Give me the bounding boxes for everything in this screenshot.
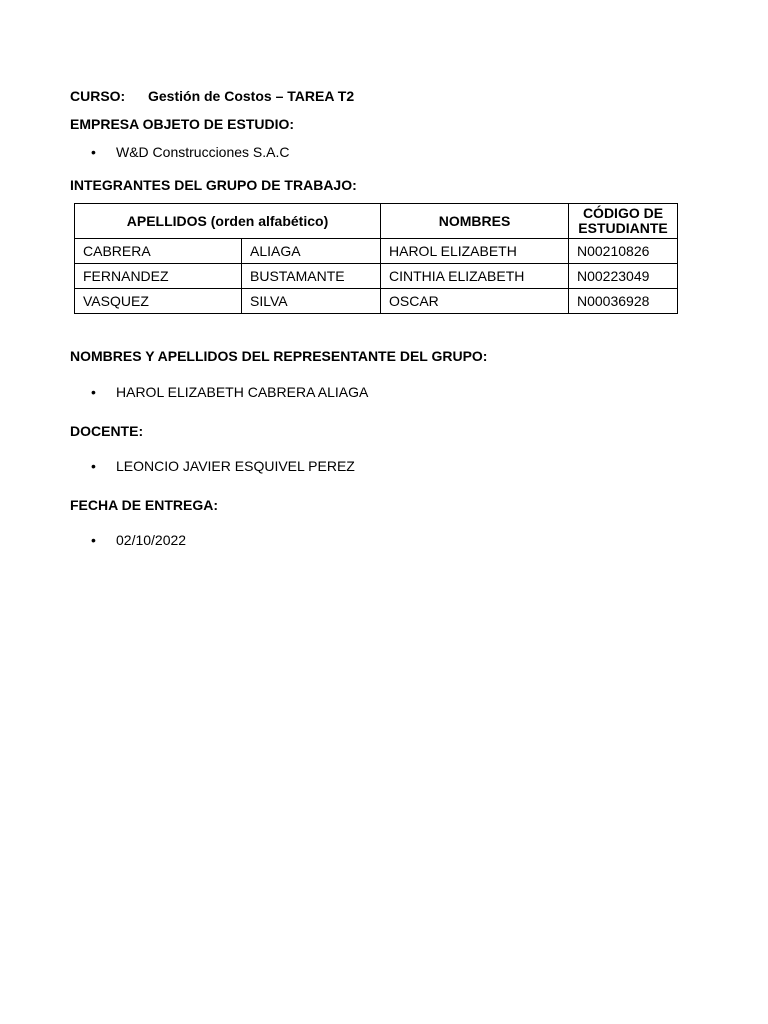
- representante-heading: NOMBRES Y APELLIDOS DEL REPRESENTANTE DEL GRUPO:: [70, 348, 488, 364]
- members-table: [74, 203, 678, 314]
- bullet-marker: •: [91, 144, 96, 160]
- fecha-heading: FECHA DE ENTREGA:: [70, 497, 219, 513]
- cell-paterno: FERNANDEZ: [75, 264, 242, 289]
- header-nombres: NOMBRES: [381, 204, 569, 239]
- cell-materno: SILVA: [242, 289, 381, 314]
- header-apellidos: APELLIDOS (orden alfabético): [75, 204, 381, 239]
- cell-materno: ALIAGA: [242, 239, 381, 264]
- table-row: [75, 239, 678, 264]
- docente-heading: DOCENTE:: [70, 423, 144, 439]
- bullet-marker: •: [91, 532, 96, 548]
- header-codigo: [569, 204, 678, 239]
- empresa-name: W&D Construcciones S.A.C: [116, 144, 290, 160]
- bullet-marker: •: [91, 384, 96, 400]
- cell-codigo: N00210826: [569, 239, 678, 264]
- cell-nombres: CINTHIA ELIZABETH: [381, 264, 569, 289]
- bullet-marker: •: [91, 458, 96, 474]
- cell-codigo: N00036928: [569, 289, 678, 314]
- cell-nombres: HAROL ELIZABETH: [381, 239, 569, 264]
- cell-paterno: VASQUEZ: [75, 289, 242, 314]
- course-line: [70, 88, 354, 104]
- course-value: Gestión de Costos – TAREA T2: [148, 88, 355, 104]
- docente-name: LEONCIO JAVIER ESQUIVEL PEREZ: [116, 458, 355, 474]
- cell-materno: BUSTAMANTE: [242, 264, 381, 289]
- table-row: [75, 264, 678, 289]
- course-label: CURSO:: [70, 88, 126, 104]
- header-codigo-line1: CÓDIGO DE: [582, 205, 664, 221]
- integrantes-heading: INTEGRANTES DEL GRUPO DE TRABAJO:: [70, 177, 357, 193]
- cell-nombres: OSCAR: [381, 289, 569, 314]
- cell-codigo: N00223049: [569, 264, 678, 289]
- empresa-heading: EMPRESA OBJETO DE ESTUDIO:: [70, 116, 295, 132]
- table-header-row: [75, 204, 678, 239]
- representante-name: HAROL ELIZABETH CABRERA ALIAGA: [116, 384, 369, 400]
- header-codigo-line2: ESTUDIANTE: [578, 220, 668, 236]
- fecha-value: 02/10/2022: [116, 532, 187, 548]
- table-row: [75, 289, 678, 314]
- cell-paterno: CABRERA: [75, 239, 242, 264]
